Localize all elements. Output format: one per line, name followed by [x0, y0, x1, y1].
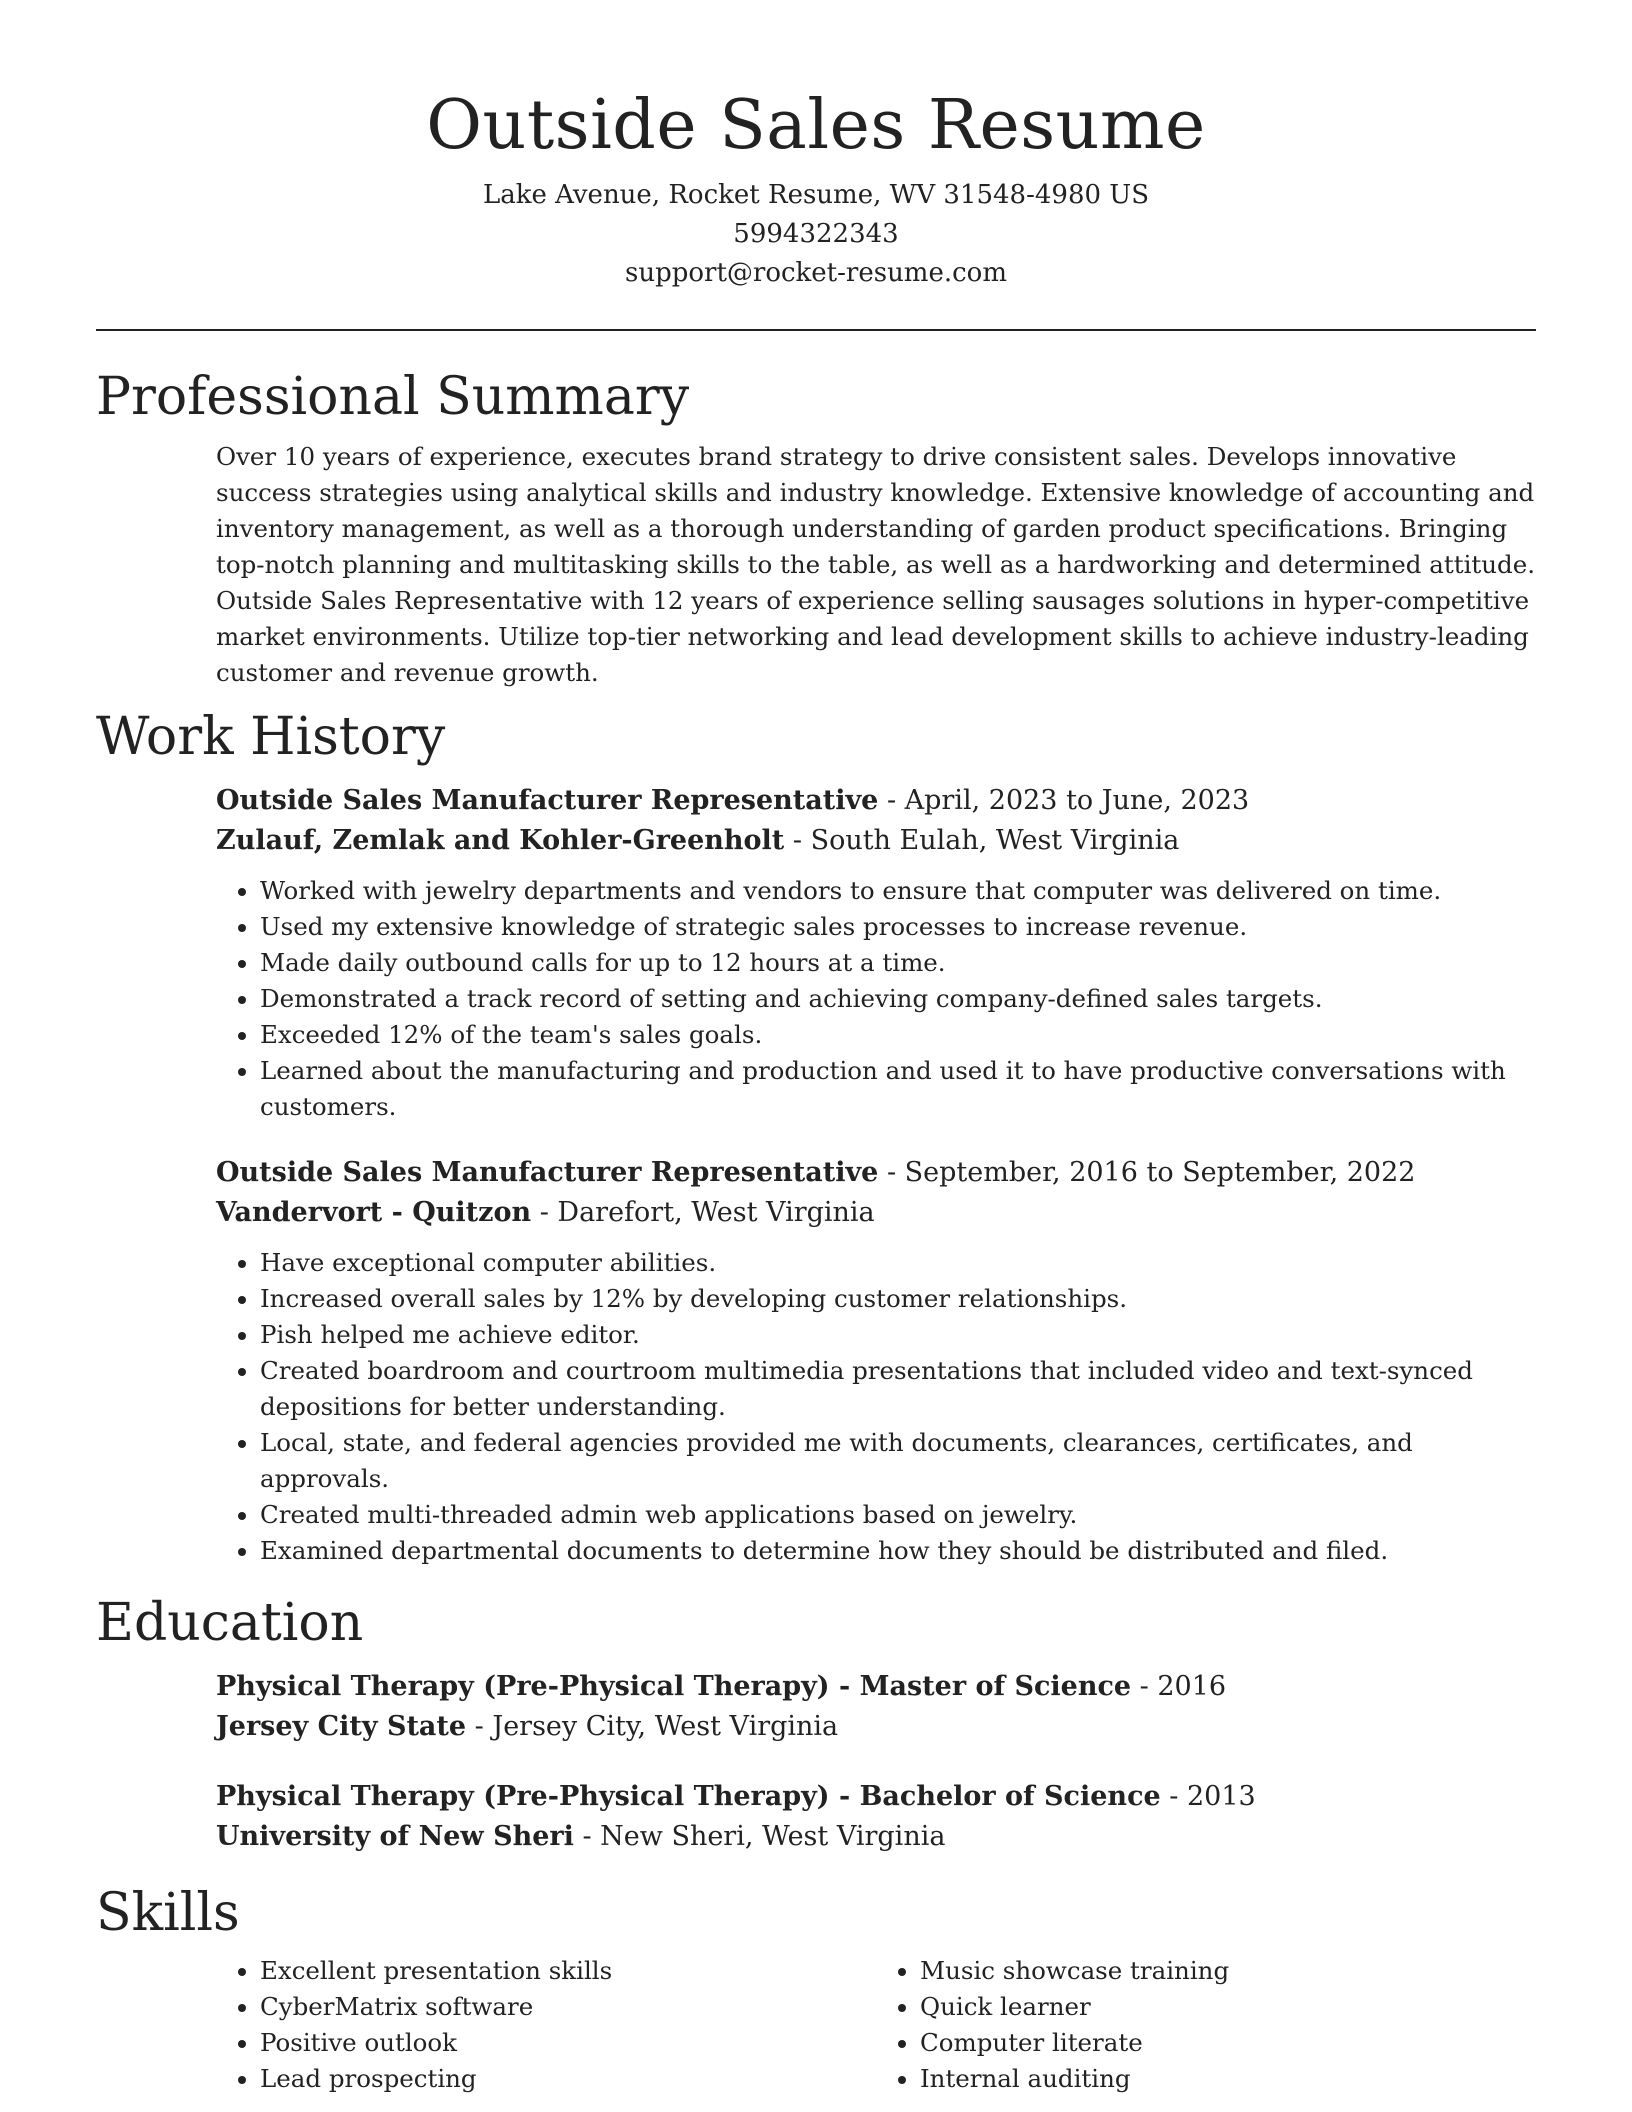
education-entry — [216, 1777, 1536, 1857]
job-title: Outside Sales Manufacturer Representative — [216, 1157, 879, 1188]
skills-heading: Skills — [96, 1883, 240, 1943]
work-section — [96, 705, 1536, 1569]
job-bullet: • Demonstrated a track record of setting and achieving company-defined sales targets. — [260, 981, 1536, 1017]
education-degree: - Bachelor of Science — [829, 1781, 1161, 1812]
job-bullets — [216, 873, 1536, 1125]
skill-item: • Internal auditing — [920, 2061, 1536, 2097]
contact-email: support@rocket-resume.com — [624, 258, 1007, 288]
education-location: - New Sheri, West Virginia — [573, 1821, 946, 1852]
education-program: Physical Therapy (Pre-Physical Therapy) — [216, 1671, 830, 1702]
education-program-line — [216, 1667, 1536, 1707]
contact-phone: 5994322343 — [733, 219, 899, 249]
education-year: - 2016 — [1131, 1671, 1227, 1702]
skill-item: • Quick learner — [920, 1989, 1536, 2025]
job-bullets — [216, 1245, 1536, 1569]
skill-item: • Excellent presentation skills — [260, 1953, 876, 1989]
work-heading: Work History — [96, 707, 446, 767]
job-bullet: • Used my extensive knowledge of strategic sales processes to increase revenue. — [260, 909, 1536, 945]
summary-heading: Professional Summary — [96, 367, 690, 427]
job-bullet: • Local, state, and federal agencies provided me with documents, clearances, certificates, and approvals. — [260, 1425, 1536, 1497]
education-program: Physical Therapy (Pre-Physical Therapy) — [216, 1781, 830, 1812]
job-company: Vandervort - Quitzon — [216, 1197, 532, 1228]
education-heading: Education — [96, 1593, 364, 1653]
job-bullet: • Learned about the manufacturing and production and used it to have productive conversations with customers. — [260, 1053, 1536, 1125]
job-dates: - April, 2023 to June, 2023 — [878, 785, 1250, 816]
job-bullet: • Made daily outbound calls for up to 12 hours at a time. — [260, 945, 1536, 981]
job-company-line — [216, 1193, 1536, 1233]
skills-column-left — [216, 1953, 876, 2097]
job-bullet: • Examined departmental documents to determine how they should be distributed and filed. — [260, 1533, 1536, 1569]
job-company: Zulauf, Zemlak and Kohler-Greenholt — [216, 825, 785, 856]
education-school: Jersey City State — [216, 1711, 467, 1742]
skill-item: • Music showcase training — [920, 1953, 1536, 1989]
education-location: - Jersey City, West Virginia — [466, 1711, 839, 1742]
job-bullet: • Increased overall sales by 12% by developing customer relationships. — [260, 1281, 1536, 1317]
job-bullet: • Have exceptional computer abilities. — [260, 1245, 1536, 1281]
job-location: - Darefort, West Virginia — [531, 1197, 875, 1228]
skill-item: • CyberMatrix software — [260, 1989, 876, 2025]
skill-item: • Computer literate — [920, 2025, 1536, 2061]
education-entry — [216, 1667, 1536, 1747]
resume-title: Outside Sales Resume — [426, 86, 1206, 165]
summary-text: Over 10 years of experience, executes brand strategy to drive consistent sales. Develops innovative success strategies using analytical skills and industry knowledge. Extensive knowledge of accounting and inventory management, as well as a thorough understanding of garden product specifications. Bringing top-notch planning and multitasking skills to the table, as well as a hardworking and determined attitude. Outside Sales Representative with 12 years of experience selling sausages solutions in hyper-competitive market environments. Utilize top-tier networking and lead development skills to achieve industry-leading customer and revenue growth. — [216, 442, 1536, 687]
job-title-line — [216, 1153, 1536, 1193]
header-divider — [96, 329, 1536, 331]
job-bullet: • Exceeded 12% of the team's sales goals. — [260, 1017, 1536, 1053]
resume-page — [96, 0, 1536, 2097]
job-bullet: • Pish helped me achieve editor. — [260, 1317, 1536, 1353]
job-bullet: • Worked with jewelry departments and vendors to ensure that computer was delivered on time. — [260, 873, 1536, 909]
job-title: Outside Sales Manufacturer Representative — [216, 785, 879, 816]
summary-section — [96, 365, 1536, 691]
skills-section — [96, 1881, 1536, 2097]
skills-column-right — [876, 1953, 1536, 2097]
job-entry — [216, 1153, 1536, 1569]
education-program-line — [216, 1777, 1536, 1817]
education-school-line — [216, 1817, 1536, 1857]
skills-grid — [216, 1945, 1536, 2097]
education-section — [96, 1591, 1536, 1857]
education-school: University of New Sheri — [216, 1821, 574, 1852]
job-bullet: • Created boardroom and courtroom multimedia presentations that included video and text-synced depositions for better understanding. — [260, 1353, 1536, 1425]
contact-block — [96, 176, 1536, 293]
job-bullet: • Created multi-threaded admin web applications based on jewelry. — [260, 1497, 1536, 1533]
education-year: - 2013 — [1160, 1781, 1256, 1812]
education-school-line — [216, 1707, 1536, 1747]
skill-item: • Lead prospecting — [260, 2061, 876, 2097]
education-degree: - Master of Science — [829, 1671, 1132, 1702]
job-company-line — [216, 821, 1536, 861]
resume-header — [96, 0, 1536, 293]
job-dates: - September, 2016 to September, 2022 — [878, 1157, 1416, 1188]
job-title-line — [216, 781, 1536, 821]
job-location: - South Eulah, West Virginia — [784, 825, 1180, 856]
skill-item: • Positive outlook — [260, 2025, 876, 2061]
job-entry — [216, 781, 1536, 1125]
contact-address: Lake Avenue, Rocket Resume, WV 31548-4980 US — [482, 180, 1150, 210]
